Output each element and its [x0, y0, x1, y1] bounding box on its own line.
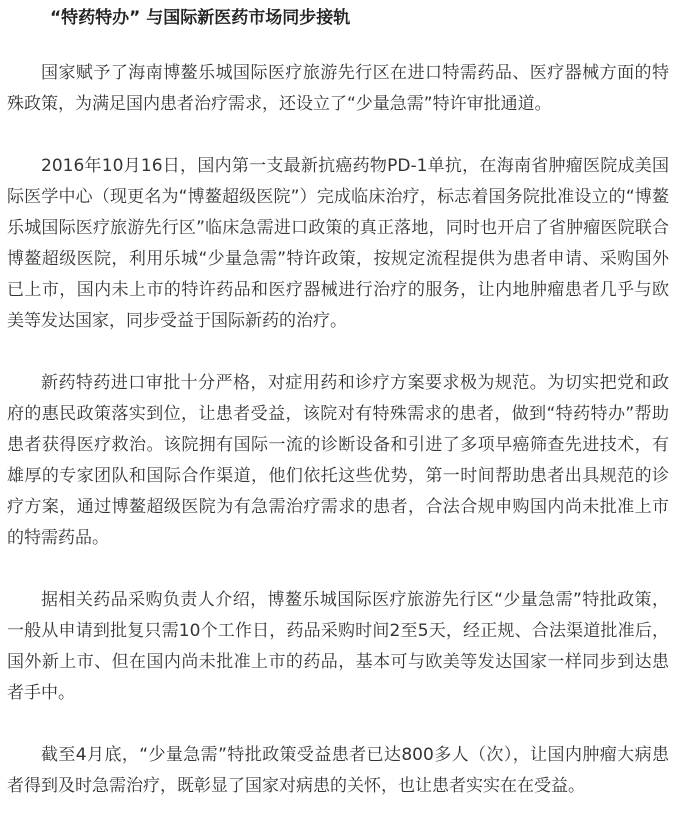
paragraph-special-policy: 国家赋予了海南博鳌乐城国际医疗旅游先行区在进口特需药品、医疗器械方面的特殊政策，为满足国内患者治疗需求，还设立了“少量急需”特许审批通道。	[7, 63, 669, 114]
paragraph-beneficiaries: 截至4月底，“少量急需”特批政策受益患者已达800多人（次），让国内肿瘤大病患者得到及时急需治疗，既彰显了国家对病患的关怀，也让患者实实在在受益。	[7, 745, 669, 796]
article	[7, 0, 669, 802]
article-title	[7, 0, 669, 30]
paragraph-strict-approval: 新药特药进口审批十分严格，对症用药和诊疗方案要求极为规范。为切实把党和政府的惠民政策落实到位，让患者受益，该院对有特殊需求的患者，做到“特药特办”帮助患者获得医疗救治。该院拥有国际一流的诊断设备和引进了多项早癌筛查先进技术，有雄厚的专家团队和国际合作渠道，他们依托这些优势，第一时间帮助患者出具规范的诊疗方案，通过博鳌超级医院为有急需治疗需求的患者，合法合规申购国内尚未批准上市的特需药品。	[7, 373, 669, 548]
paragraph-procurement-process: 据相关药品采购负责人介绍，博鳌乐城国际医疗旅游先行区“少量急需”特批政策，一般从申请到批复只需10个工作日，药品采购时间2至5天，经正规、合法渠道批准后，国外新上市、但在国内尚未批准上市的药品，基本可与欧美等发达国家一样同步到达患者手中。	[7, 590, 669, 703]
paragraph-pd1-treatment: 2016年10月16日，国内第一支最新抗癌药物PD-1单抗，在海南省肿瘤医院成美国际医学中心（现更名为“博鳌超级医院”）完成临床治疗，标志着国务院批准设立的“博鳌乐城国际医疗旅游先行区”临床急需进口政策的真正落地，同时也开启了省肿瘤医院联合博鳌超级医院，利用乐城“少量急需”特许政策，按规定流程提供为患者申请、采购国外已上市，国内未上市的特许药品和医疗器械进行治疗的服务，让内地肿瘤患者几乎与欧美等发达国家，同步受益于国际新药的治疗。	[7, 156, 669, 331]
article-title-text: “特药特办” 与国际新医药市场同步接轨	[50, 8, 351, 28]
